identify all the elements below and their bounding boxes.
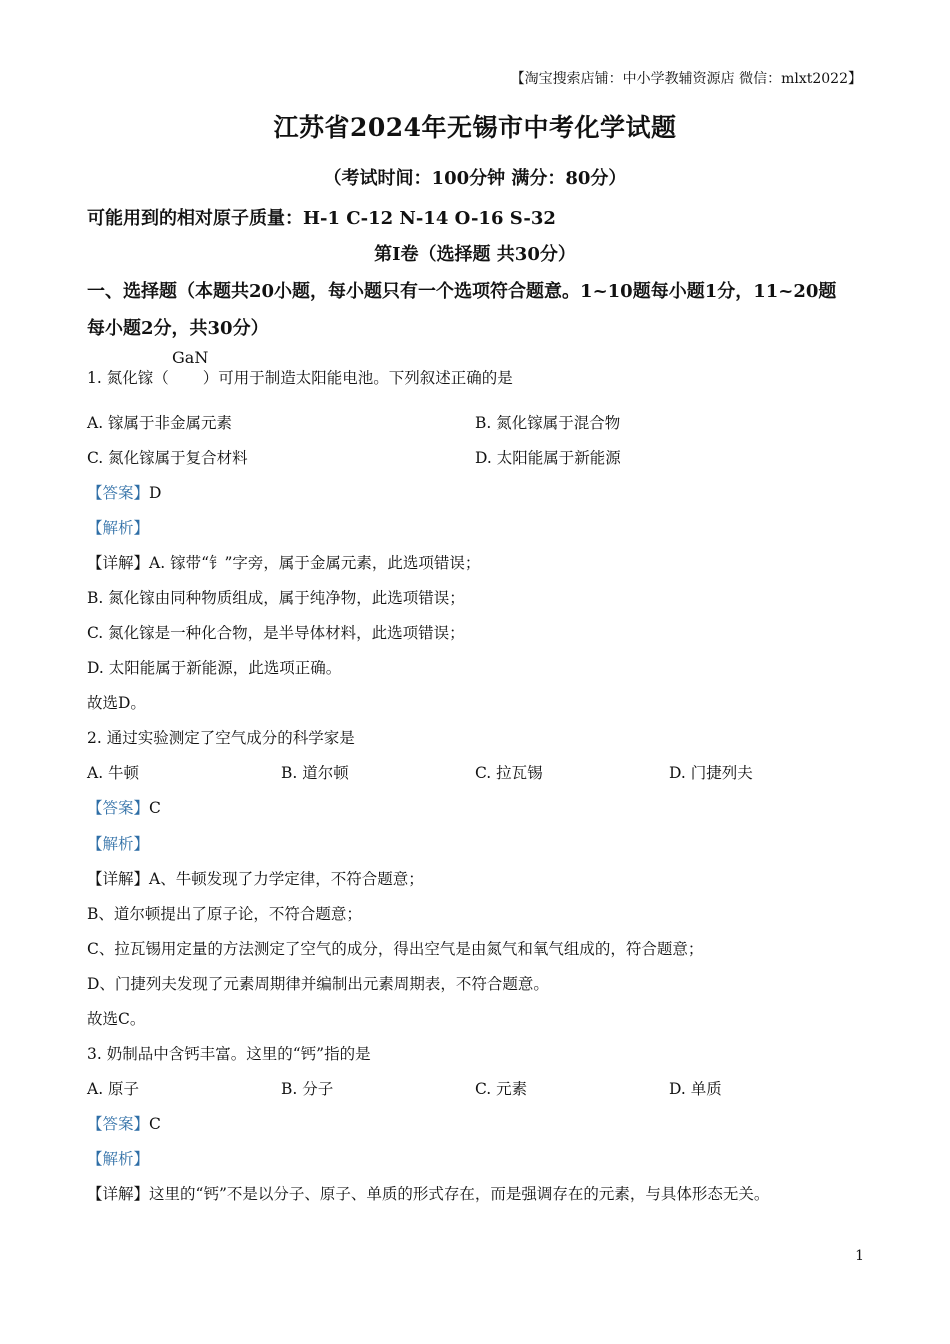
q1-analysis-tag: 【解析】 — [87, 519, 150, 537]
detail-tag: 【详解】 — [87, 1185, 150, 1203]
q2-option-a: A. 牛顿 — [87, 764, 140, 782]
q2-option-c: C. 拉瓦锡 — [475, 764, 543, 782]
q2-option-b: B. 道尔顿 — [281, 764, 349, 782]
page-number: 1 — [855, 1248, 864, 1264]
q3-option-d: D. 单质 — [669, 1080, 722, 1098]
q3-detail-text: 这里的“钙”不是以分子、原子、单质的形式存在，而是强调存在的元素，与具体形态无关。 — [149, 1185, 770, 1203]
q3-option-c: C. 元素 — [475, 1080, 528, 1098]
answer-tag: 【答案】 — [87, 799, 150, 817]
q2-detail-1 — [87, 867, 424, 889]
q3-detail — [87, 1182, 769, 1204]
q1-detail-1 — [87, 551, 480, 573]
q1-detail-4: D. 太阳能属于新能源，此选项正确。 — [87, 659, 342, 677]
q2-option-d: D. 门捷列夫 — [669, 764, 753, 782]
q2-detail-4: D、门捷列夫发现了元素周期律并编制出元素周期表，不符合题意。 — [87, 975, 549, 993]
q1-detail-2: B. 氮化镓由同种物质组成，属于纯净物，此选项错误； — [87, 589, 465, 607]
section-heading-line2: 每小题2分，共30分） — [87, 318, 269, 339]
q1-option-d: D. 太阳能属于新能源 — [475, 449, 621, 467]
detail-tag: 【详解】 — [87, 554, 150, 572]
q1-answer — [87, 481, 161, 503]
q1-stem-before: 1. 氮化镓（ — [87, 369, 169, 387]
q3-answer — [87, 1112, 161, 1134]
header-note: 【淘宝搜索店铺：中小学教辅资源店 微信：mlxt2022】 — [510, 71, 862, 87]
exam-info: （考试时间：100分钟 满分：80分） — [323, 168, 627, 189]
q2-detail-2: B、道尔顿提出了原子论，不符合题意； — [87, 905, 362, 923]
q1-conclusion: 故选D。 — [87, 694, 146, 712]
q1-option-b: B. 氮化镓属于混合物 — [475, 414, 621, 432]
q1-detail-text-1: A. 镓带“钅”字旁，属于金属元素，此选项错误； — [149, 554, 481, 572]
q3-stem: 3. 奶制品中含钙丰富。这里的“钙”指的是 — [87, 1045, 371, 1063]
q3-answer-value: C — [149, 1115, 161, 1133]
answer-tag: 【答案】 — [87, 1115, 150, 1133]
q3-option-b: B. 分子 — [281, 1080, 334, 1098]
q1-answer-value: D — [149, 484, 162, 502]
q2-detail-3: C、拉瓦锡用定量的方法测定了空气的成分，得出空气是由氮气和氧气组成的，符合题意； — [87, 940, 704, 958]
q1-option-c: C. 氮化镓属于复合材料 — [87, 449, 248, 467]
q2-detail-text-1: A、牛顿发现了力学定律，不符合题意； — [149, 870, 424, 888]
page-title: 江苏省2024年无锡市中考化学试题 — [273, 113, 677, 142]
q2-answer — [87, 796, 161, 818]
formula-gan: GaN — [172, 348, 209, 367]
q2-stem: 2. 通过实验测定了空气成分的科学家是 — [87, 729, 355, 747]
section-heading-line1: 一、选择题（本题共20小题，每小题只有一个选项符合题意。1~10题每小题1分，11~20题 — [87, 281, 837, 302]
q2-conclusion: 故选C。 — [87, 1010, 146, 1028]
q1-option-a: A. 镓属于非金属元素 — [87, 414, 233, 432]
atomic-masses: 可能用到的相对原子质量：H-1 C-12 N-14 O-16 S-32 — [87, 208, 556, 229]
volume-title: 第Ⅰ卷（选择题 共30分） — [374, 244, 576, 265]
q2-answer-value: C — [149, 799, 161, 817]
q1-detail-3: C. 氮化镓是一种化合物，是半导体材料，此选项错误； — [87, 624, 465, 642]
detail-tag: 【详解】 — [87, 870, 150, 888]
q2-analysis-tag: 【解析】 — [87, 835, 150, 853]
q1-stem — [87, 366, 513, 388]
q3-option-a: A. 原子 — [87, 1080, 140, 1098]
answer-tag: 【答案】 — [87, 484, 150, 502]
q1-stem-after: ）可用于制造太阳能电池。下列叙述正确的是 — [202, 369, 513, 387]
q3-analysis-tag: 【解析】 — [87, 1150, 150, 1168]
